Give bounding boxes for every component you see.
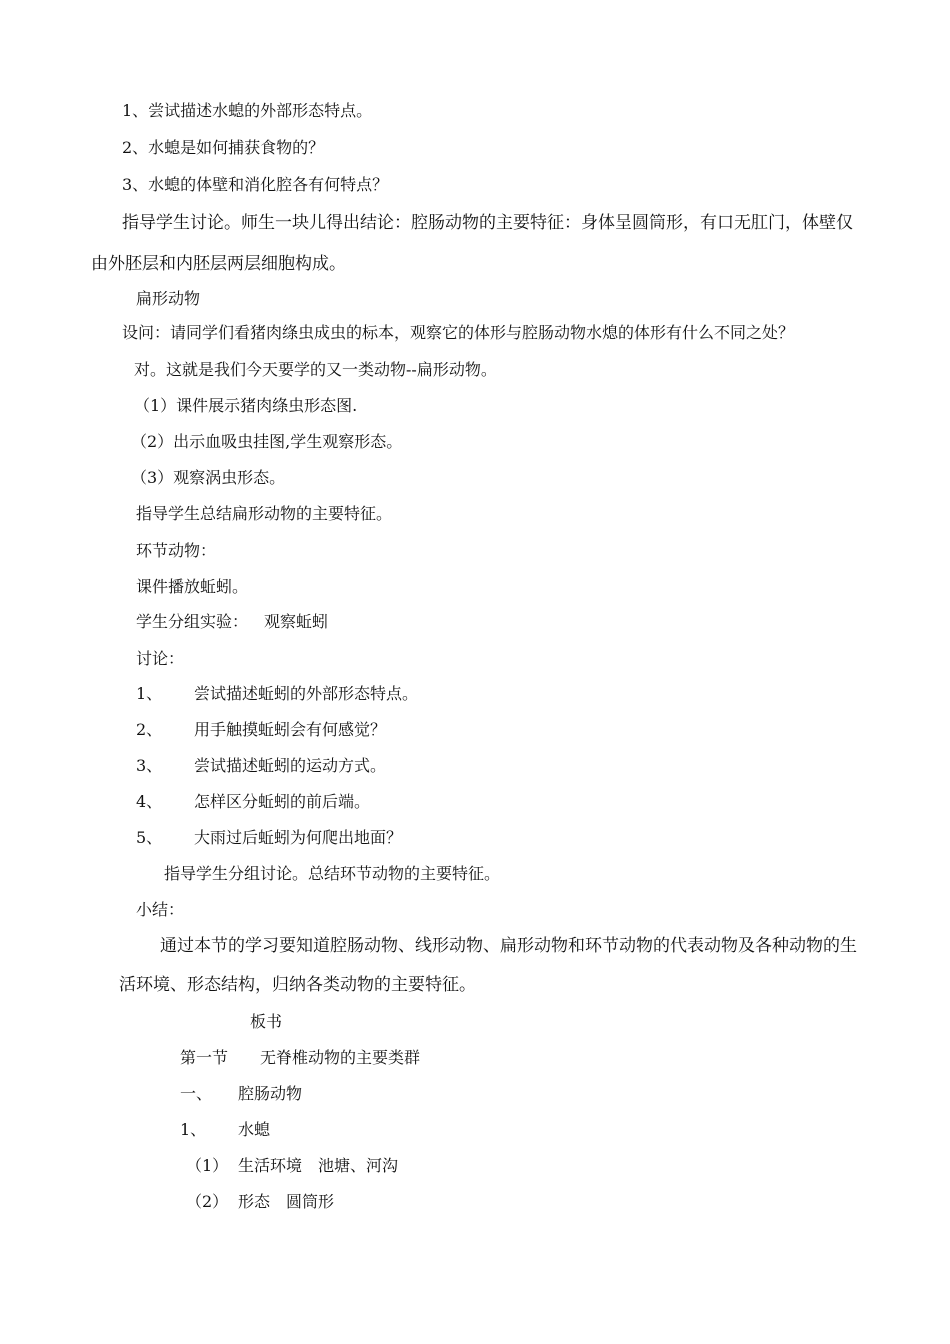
experiment-line — [136, 612, 328, 632]
step-1: （1）课件展示猪肉绦虫形态图. — [134, 396, 358, 415]
list-number: 3、 — [136, 756, 163, 775]
question-2: 2、水螅是如何捕获食物的？ — [122, 138, 325, 157]
flatworm-heading: 扁形动物 — [136, 289, 201, 308]
section-label: 第一节 — [180, 1048, 229, 1067]
recap-line-1: 通过本节的学习要知道腔肠动物、线形动物、扁形动物和环节动物的代表动物及各种动物的生 — [160, 936, 857, 956]
experiment-value: 观察蚯蚓 — [264, 612, 329, 631]
section-title-line — [180, 1048, 420, 1068]
discussion-label: 讨论： — [136, 649, 185, 668]
paragraph-1-line-2: 由外胚层和内胚层两层细胞构成。 — [91, 254, 346, 274]
question-prompt: 设问：请同学们看猪肉绦虫成虫的标本，观察它的体形与腔肠动物水熄的体形有什么不同之处？ — [122, 323, 795, 342]
annelid-heading: 环节动物： — [136, 541, 217, 560]
discussion-item — [136, 756, 386, 776]
list-number: 一、 — [180, 1084, 213, 1103]
discussion-item — [136, 684, 418, 704]
list-text: 大雨过后蚯蚓为何爬出地面？ — [194, 828, 403, 847]
list-number: 4、 — [136, 792, 163, 811]
list-number: 2、 — [136, 720, 163, 739]
item-value: 池塘、河沟 — [318, 1156, 399, 1175]
experiment-label: 学生分组实验： — [136, 612, 249, 631]
list-number: 1、 — [136, 684, 163, 703]
recap-label: 小结： — [136, 900, 185, 919]
board-item-1 — [180, 1084, 302, 1104]
list-number: 1、 — [180, 1120, 207, 1139]
discussion-item — [136, 720, 386, 740]
paragraph-1-line-1: 指导学生讨论。师生一块儿得出结论：腔肠动物的主要特征：身体呈圆筒形，有口无肛门，体壁仅 — [122, 213, 853, 233]
step-3: （3）观察涡虫形态。 — [131, 468, 286, 487]
item-value: 圆筒形 — [286, 1192, 335, 1211]
section-title: 无脊椎动物的主要类群 — [260, 1048, 421, 1067]
list-text: 水螅 — [238, 1120, 271, 1139]
list-text: 尝试描述蚯蚓的运动方式。 — [194, 756, 387, 775]
recap-line-2: 活环境、形态结构，归纳各类动物的主要特征。 — [119, 975, 476, 995]
courseware-line: 课件播放蚯蚓。 — [136, 577, 249, 596]
flatworm-summary: 指导学生总结扁形动物的主要特征。 — [136, 504, 393, 523]
annelid-summary: 指导学生分组讨论。总结环节动物的主要特征。 — [164, 864, 501, 883]
board-item-4 — [186, 1192, 334, 1212]
board-item-3 — [186, 1156, 398, 1176]
list-text: 用手触摸蚯蚓会有何感觉？ — [194, 720, 387, 739]
list-number: （2） — [186, 1192, 229, 1211]
list-text: 腔肠动物 — [238, 1084, 303, 1103]
discussion-item — [136, 792, 370, 812]
board-item-2 — [180, 1120, 270, 1140]
question-1: 1、尝试描述水螅的外部形态特点。 — [122, 101, 373, 120]
step-2: （2）出示血吸虫挂图,学生观察形态。 — [131, 432, 403, 451]
discussion-item — [136, 828, 402, 848]
list-number: 5、 — [136, 828, 163, 847]
item-label: 生活环境 — [238, 1156, 303, 1175]
answer-line: 对。这就是我们今天要学的又一类动物--扁形动物。 — [134, 360, 497, 379]
list-text: 怎样区分蚯蚓的前后端。 — [194, 792, 371, 811]
board-heading: 板书 — [250, 1012, 283, 1031]
list-text: 尝试描述蚯蚓的外部形态特点。 — [194, 684, 419, 703]
list-number: （1） — [186, 1156, 229, 1175]
item-label: 形态 — [238, 1192, 271, 1211]
question-3: 3、水螅的体壁和消化腔各有何特点？ — [122, 175, 389, 194]
